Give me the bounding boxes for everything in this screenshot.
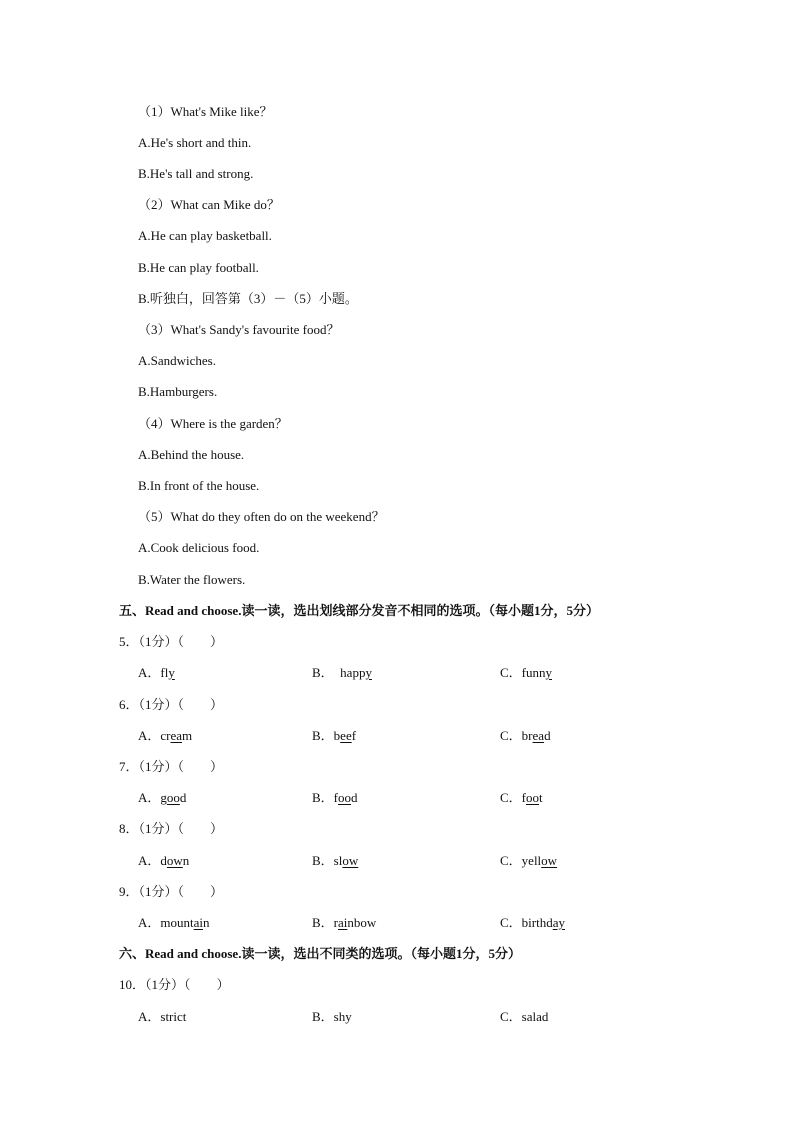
underlined-part: oo: [526, 790, 540, 805]
underlined-part: y: [545, 665, 553, 680]
question-3-option-a: A.Sandwiches.: [138, 353, 216, 368]
listening-b-header: B.听独白，回答第（3）－（5）小题。: [138, 291, 358, 306]
word-part: t: [539, 790, 543, 805]
question-3-option-b: B.Hamburgers.: [138, 384, 218, 399]
word-part: d: [351, 790, 358, 805]
section-6-title-cn: 读一读，选出不同类的选项。（每小题1分，5分）: [241, 946, 521, 961]
option-label: A．: [138, 665, 161, 680]
option-label: C．: [500, 1009, 522, 1024]
word-part: happ: [333, 665, 366, 680]
option-word: strict: [160, 1009, 187, 1024]
q5-option-b: [312, 665, 372, 681]
question-2-option-b: B.He can play football.: [138, 260, 259, 275]
option-label: C．: [500, 915, 522, 930]
option-label: C．: [500, 853, 522, 868]
question-2-option-a: A.He can play basketball.: [138, 228, 272, 243]
question-4-option-b: B.In front of the house.: [138, 478, 260, 493]
q9-stem: 9．（1分）（ ）: [119, 884, 224, 899]
option-label: B．: [312, 665, 334, 680]
q7-option-c: [500, 790, 543, 806]
word-part: br: [521, 728, 533, 743]
underlined-part: ow: [541, 853, 558, 868]
word-part: yell: [521, 853, 542, 868]
question-1: （1）What's Mike like？: [138, 104, 273, 119]
word-part: sl: [333, 853, 343, 868]
underlined-part: y: [168, 665, 175, 680]
q6-option-b: [312, 728, 356, 744]
option-label: B．: [312, 790, 334, 805]
underlined-part: ee: [340, 728, 352, 743]
word-part: f: [351, 728, 357, 743]
question-4-option-a: A.Behind the house.: [138, 447, 245, 462]
word-part: f: [521, 790, 527, 805]
question-1-option-b: B.He's tall and strong.: [138, 166, 254, 181]
q10-option-a: [138, 1009, 186, 1025]
word-part: d: [544, 728, 551, 743]
underlined-part: ea: [170, 728, 183, 743]
section-6-title: [119, 946, 521, 962]
option-label: B．: [312, 853, 334, 868]
q5-stem: 5．（1分）（ ）: [119, 634, 224, 649]
underlined-part: ea: [532, 728, 545, 743]
word-part: n: [182, 853, 190, 868]
word-part: m: [182, 728, 193, 743]
question-5-option-a: A.Cook delicious food.: [138, 540, 260, 555]
underlined-part: oo: [338, 790, 352, 805]
underlined-part: oo: [166, 790, 180, 805]
q10-option-c: [500, 1009, 548, 1025]
underlined-part: ay: [552, 915, 566, 930]
section-5-title-cn: 读一读，选出划线部分发音不相同的选项。（每小题1分，5分）: [241, 603, 599, 618]
underlined-part: ai: [193, 915, 204, 930]
question-5-option-b: B.Water the flowers.: [138, 572, 246, 587]
word-part: f: [333, 790, 339, 805]
word-part: d: [179, 790, 187, 805]
section-5-title: [119, 603, 599, 619]
word-part: nbow: [347, 915, 377, 930]
option-label: A．: [138, 790, 161, 805]
word-part: cr: [160, 728, 171, 743]
question-4: （4）Where is the garden？: [138, 416, 288, 431]
word-part: d: [160, 853, 167, 868]
option-word: salad: [521, 1009, 549, 1024]
q9-option-a: [138, 915, 210, 931]
word-part: n: [203, 915, 210, 930]
q8-stem: 8．（1分）（ ）: [119, 821, 224, 836]
q7-option-b: [312, 790, 358, 806]
section-6-prefix: 六、: [119, 946, 146, 961]
question-5: （5）What do they often do on the weekend？: [138, 509, 385, 524]
underlined-part: ow: [342, 853, 359, 868]
q7-stem: 7．（1分）（ ）: [119, 759, 224, 774]
word-part: mount: [160, 915, 194, 930]
q8-option-c: [500, 853, 557, 869]
word-part: b: [333, 728, 341, 743]
q6-option-c: [500, 728, 551, 744]
section-5-prefix: 五、: [119, 603, 146, 618]
word-part: g: [160, 790, 167, 805]
q8-option-a: [138, 853, 189, 869]
option-label: C．: [500, 665, 522, 680]
option-label: A．: [138, 728, 161, 743]
option-label: B．: [312, 728, 334, 743]
option-label: C．: [500, 728, 522, 743]
option-label: A．: [138, 1009, 161, 1024]
question-3: （3）What's Sandy's favourite food？: [138, 322, 340, 337]
word-part: fl: [160, 665, 169, 680]
word-part: birthd: [521, 915, 553, 930]
option-label: B．: [312, 915, 334, 930]
underlined-part: ai: [338, 915, 348, 930]
word-part: funn: [521, 665, 546, 680]
q9-option-b: [312, 915, 376, 931]
option-label: C．: [500, 790, 522, 805]
section-5-title-en: Read and choose.: [145, 603, 242, 618]
option-label: B．: [312, 1009, 334, 1024]
q5-option-c: [500, 665, 552, 681]
option-label: A．: [138, 853, 161, 868]
option-word: shy: [333, 1009, 352, 1024]
q10-stem: 10．（1分）（ ）: [119, 977, 230, 992]
question-1-option-a: A.He's short and thin.: [138, 135, 252, 150]
underlined-part: y: [365, 665, 372, 680]
q8-option-b: [312, 853, 358, 869]
q6-stem: 6．（1分）（ ）: [119, 697, 224, 712]
underlined-part: ow: [166, 853, 183, 868]
question-2: （2）What can Mike do？: [138, 197, 280, 212]
q7-option-a: [138, 790, 186, 806]
word-part: r: [333, 915, 339, 930]
q6-option-a: [138, 728, 192, 744]
section-6-title-en: Read and choose.: [145, 946, 242, 961]
q10-option-b: [312, 1009, 352, 1025]
q9-option-c: [500, 915, 565, 931]
option-label: A．: [138, 915, 161, 930]
q5-option-a: [138, 665, 175, 681]
